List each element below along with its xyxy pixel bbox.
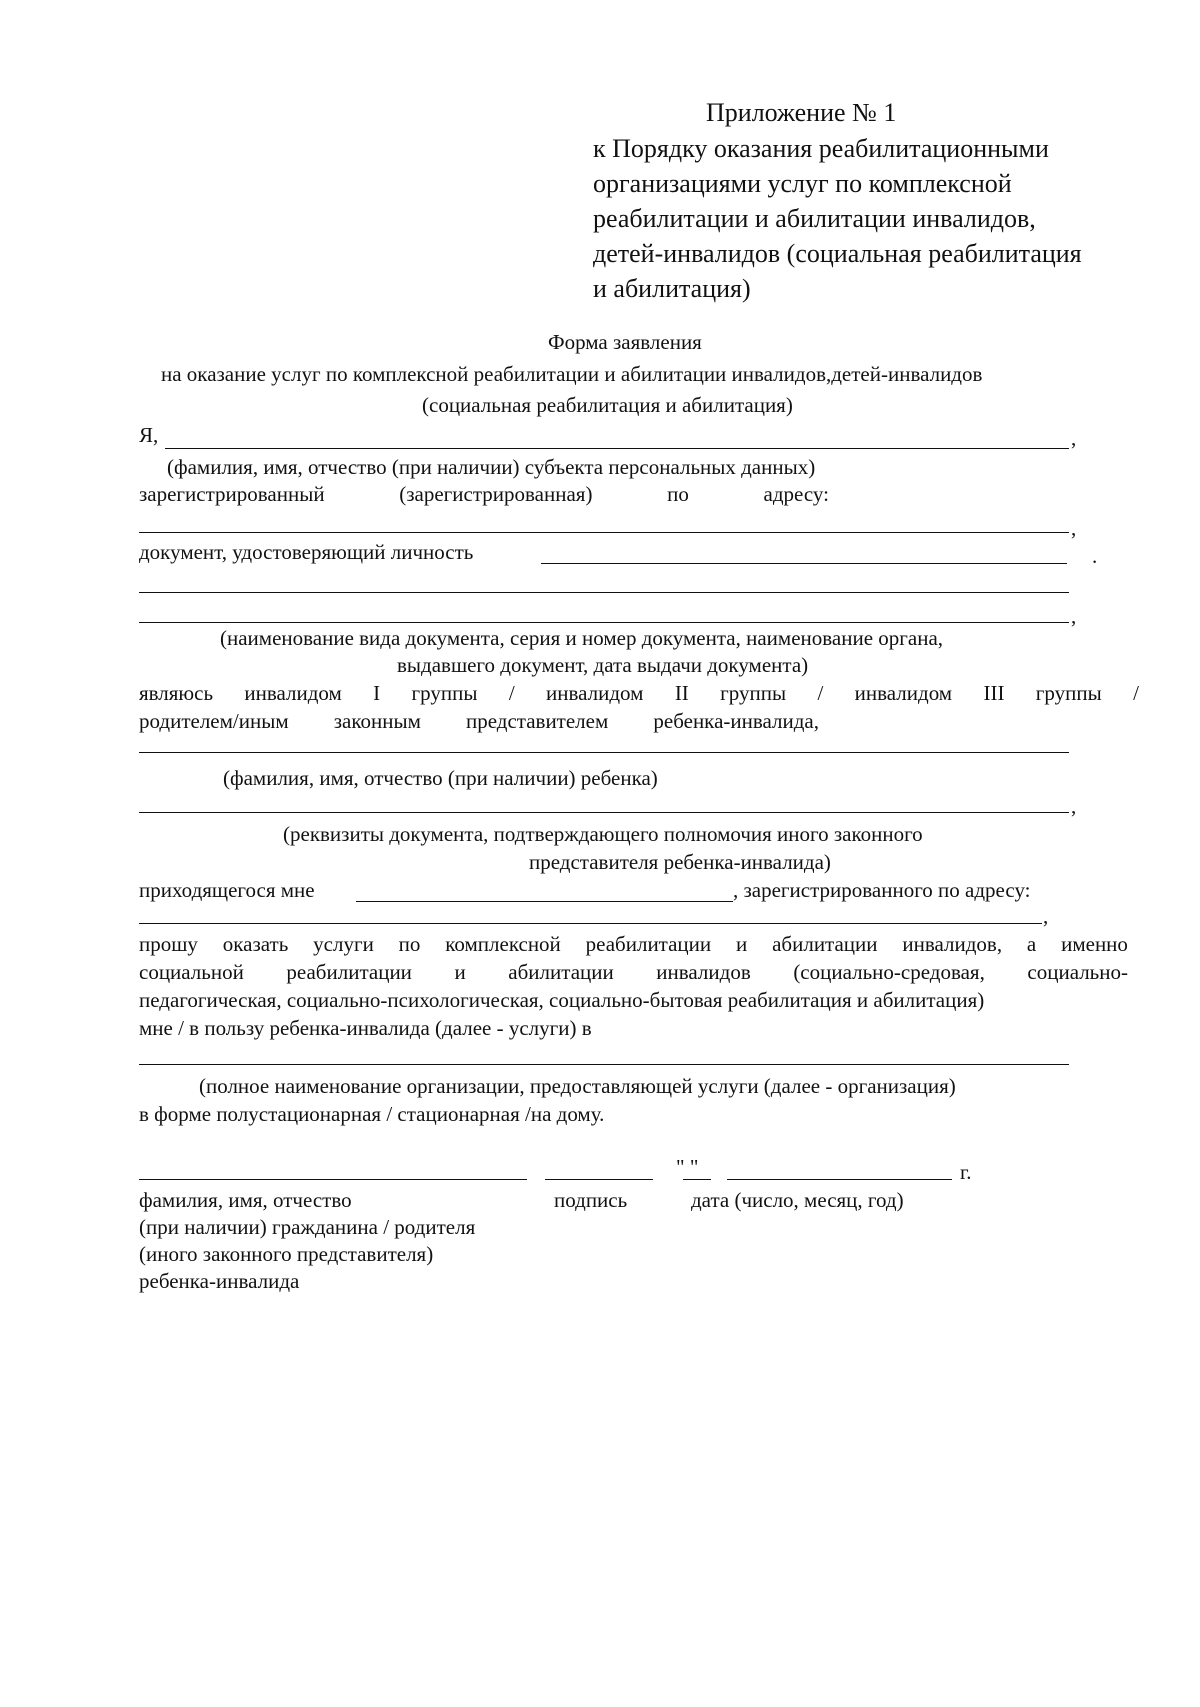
appendix-line-2: организациями услуг по комплексной (593, 169, 1012, 198)
request-word: инвалидов, (902, 932, 1003, 956)
relation-after: , зарегистрированного по адресу: (733, 878, 1031, 902)
request-word: именно (1061, 932, 1128, 956)
relation-address-line[interactable] (139, 923, 1042, 924)
comma: , (1043, 904, 1049, 928)
registered-word-3: по (667, 482, 689, 506)
organization-line[interactable] (139, 1064, 1069, 1065)
relation-line[interactable] (356, 901, 733, 902)
request-word: абилитации (772, 932, 878, 956)
name-sign-line[interactable] (139, 1179, 527, 1180)
registered-word-4: адресу: (763, 482, 829, 506)
status-word: группы (720, 681, 787, 705)
hint-org: (полное наименование организации, предоставляющей услуги (далее - организация) (199, 1074, 956, 1098)
appendix-line-1: к Порядку оказания реабилитационными (593, 134, 1049, 163)
date-line[interactable] (727, 1179, 952, 1180)
status-word: инвалидом (854, 681, 953, 705)
sign-name-line-3: (иного законного представителя) (139, 1242, 434, 1266)
relation-label: приходящегося мне (139, 878, 315, 902)
request-line-4: мне / в пользу ребенка-инвалида (далее - услуги) в (139, 1016, 592, 1040)
status-line-2 (139, 711, 819, 732)
hint-rep-1: (реквизиты документа, подтверждающего полномочия иного законного (283, 822, 923, 846)
status-word: инвалидом (244, 681, 342, 705)
appendix-line-4: детей-инвалидов (социальная реабилитация (593, 239, 1082, 268)
status-word: II (674, 681, 689, 705)
doc-label: документ, удостоверяющий личность (139, 540, 474, 564)
status-word: родителем/иным (139, 709, 289, 733)
fio-line[interactable] (165, 448, 1069, 449)
status-word: / (508, 681, 515, 705)
request-word: реабилитации (286, 960, 412, 984)
form-subtitle-2: (социальная реабилитация и абилитация) (422, 393, 793, 417)
hint-rep-2: представителя ребенка-инвалида) (529, 850, 831, 874)
request-word: абилитации (508, 960, 614, 984)
sign-name-line-2: (при наличии) гражданина / родителя (139, 1215, 476, 1239)
date-label: дата (число, месяц, год) (691, 1188, 904, 1212)
request-word: и (736, 932, 748, 956)
status-word: I (373, 681, 381, 705)
appendix-line-5: и абилитация) (593, 274, 751, 303)
sign-name-line-4: ребенка-инвалида (139, 1269, 300, 1293)
address-line[interactable] (139, 532, 1069, 533)
status-word: группы (411, 681, 478, 705)
status-word: / (1133, 681, 1139, 705)
status-word: / (817, 681, 824, 705)
registered-word-2: (зарегистрированная) (399, 482, 593, 506)
hint-child: (фамилия, имя, отчество (при наличии) ребенка) (223, 766, 658, 790)
sign-name-line-1: фамилия, имя, отчество (139, 1188, 352, 1212)
request-word: инвалидов (656, 960, 751, 984)
request-word: услуги (313, 932, 374, 956)
status-word: представителем (465, 709, 609, 733)
request-word: комплексной (445, 932, 561, 956)
comma: , (1071, 516, 1077, 540)
hint-doc-2: выдавшего документ, дата выдачи документа) (397, 653, 809, 677)
doc-line-2[interactable] (139, 592, 1069, 593)
date-day-line[interactable] (683, 1179, 711, 1180)
comma: , (1071, 604, 1077, 628)
form-subtitle-1: на оказание услуг по комплексной реабилитации и абилитации инвалидов,детей-инвалидов (161, 362, 983, 386)
status-word: группы (1035, 681, 1102, 705)
appendix-title: Приложение № 1 (706, 98, 897, 127)
request-word: и (454, 960, 466, 984)
year-label: г. (960, 1160, 972, 1184)
registered-word-1: зарегистрированный (139, 482, 325, 506)
registered-line (139, 484, 829, 505)
request-word: социально- (1027, 960, 1128, 984)
dot: . (1092, 544, 1098, 568)
request-word: реабилитации (585, 932, 712, 956)
request-word: а (1026, 932, 1037, 956)
request-word: оказать (222, 932, 289, 956)
doc-line-1[interactable] (541, 563, 1067, 564)
doc-line-3[interactable] (139, 622, 1069, 623)
status-line-1 (139, 683, 1139, 704)
status-word: являюсь (139, 681, 214, 705)
request-line-3: педагогическая, социально-психологическая, социально-бытовая реабилитация и абилитация) (139, 988, 985, 1012)
status-word: законным (333, 709, 421, 733)
ya-label: Я, (139, 423, 159, 447)
comma: , (1071, 794, 1077, 818)
request-word: прошу (139, 932, 198, 956)
child-fio-line[interactable] (139, 752, 1069, 753)
comma: , (1071, 426, 1077, 450)
form-type: в форме полустационарная / стационарная /на дому. (139, 1102, 605, 1126)
hint-doc-1: (наименование вида документа, серия и номер документа, наименование органа, (220, 626, 944, 650)
status-word: инвалидом (546, 681, 644, 705)
request-line-1 (139, 934, 1128, 955)
date-quotes: " " (676, 1155, 699, 1179)
sign-label: подпись (554, 1188, 628, 1212)
request-word: социальной (139, 960, 244, 984)
request-word: (социально-средовая, (793, 960, 985, 984)
status-word: ребенка-инвалида, (653, 709, 819, 733)
signature-line[interactable] (545, 1179, 653, 1180)
request-word: по (398, 932, 421, 956)
appendix-line-3: реабилитации и абилитации инвалидов, (593, 204, 1036, 233)
rep-doc-line[interactable] (139, 812, 1069, 813)
form-title: Форма заявления (548, 330, 702, 354)
hint-fio: (фамилия, имя, отчество (при наличии) субъекта персональных данных) (167, 455, 816, 479)
request-line-2 (139, 962, 1128, 983)
status-word: III (983, 681, 1005, 705)
